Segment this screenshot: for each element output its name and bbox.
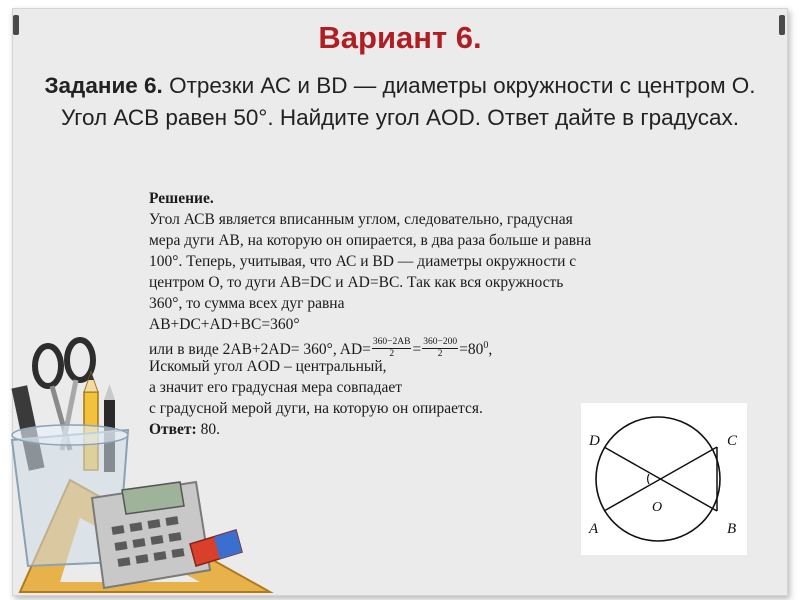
answer-value: 80.	[196, 421, 220, 438]
task-statement	[40, 70, 760, 134]
label-d: D	[589, 433, 600, 449]
label-o: O	[652, 500, 663, 515]
solution-line: с градусной мерой дуги, на которую он опирается.	[149, 400, 483, 417]
angle-aod-arc	[648, 474, 649, 484]
solution-line: мера дуги АВ, на которую он опирается, в два раза больше и равна	[149, 232, 592, 249]
formula-result: =80	[459, 341, 484, 359]
fraction-2-denominator: 2	[437, 349, 443, 360]
formula-suffix: ,	[488, 341, 493, 359]
circle-diagram-svg	[581, 403, 747, 555]
solution-line: 100°. Теперь, учитывая, что АС и BD — диаметры окружности с	[149, 253, 577, 270]
task-text: Отрезки АС и BD — диаметры окружности с центром О. Угол АСВ равен 50°. Найдите угол AOD. Ответ дайте в градусах.	[60, 73, 756, 130]
solution-line: центром О, то дуги АВ=DC и AD=BC. Так как вся окружность	[149, 274, 564, 291]
solution-heading: Решение.	[149, 190, 214, 207]
solution-line: АВ+DC+AD+BC=360°	[149, 316, 300, 333]
formula-result-superscript: 0	[483, 340, 489, 351]
solution-line: 360°, то сумма всех дуг равна	[149, 295, 345, 312]
fraction-1-numerator: 360−2AB	[372, 337, 411, 348]
slide-title: Вариант 6.	[318, 20, 482, 55]
label-a: A	[589, 521, 599, 537]
label-b: B	[727, 521, 737, 537]
fraction-2-numerator: 360−200	[423, 337, 458, 348]
label-c: C	[727, 433, 738, 449]
solution-line: Угол АСВ является вписанным углом, следовательно, градусная	[149, 211, 573, 228]
geometry-diagram	[581, 403, 747, 555]
circle	[596, 417, 720, 541]
formula-prefix: или в виде 2АВ+2AD= 360°, AD=	[149, 341, 371, 359]
solution-line: Искомый угол AOD – центральный,	[149, 358, 387, 375]
stationery-svg	[0, 330, 300, 600]
fraction-1-denominator: 2	[389, 349, 395, 360]
solution-line: а значит его градусная мера совпадает	[149, 379, 403, 396]
task-label: Задание 6.	[44, 73, 163, 98]
fraction-2	[422, 337, 458, 360]
answer-label: Ответ:	[149, 421, 197, 438]
stationery-illustration	[0, 330, 300, 600]
formula-equals: =	[412, 341, 422, 359]
calculator-icon	[92, 482, 210, 588]
fraction-1	[372, 337, 412, 360]
